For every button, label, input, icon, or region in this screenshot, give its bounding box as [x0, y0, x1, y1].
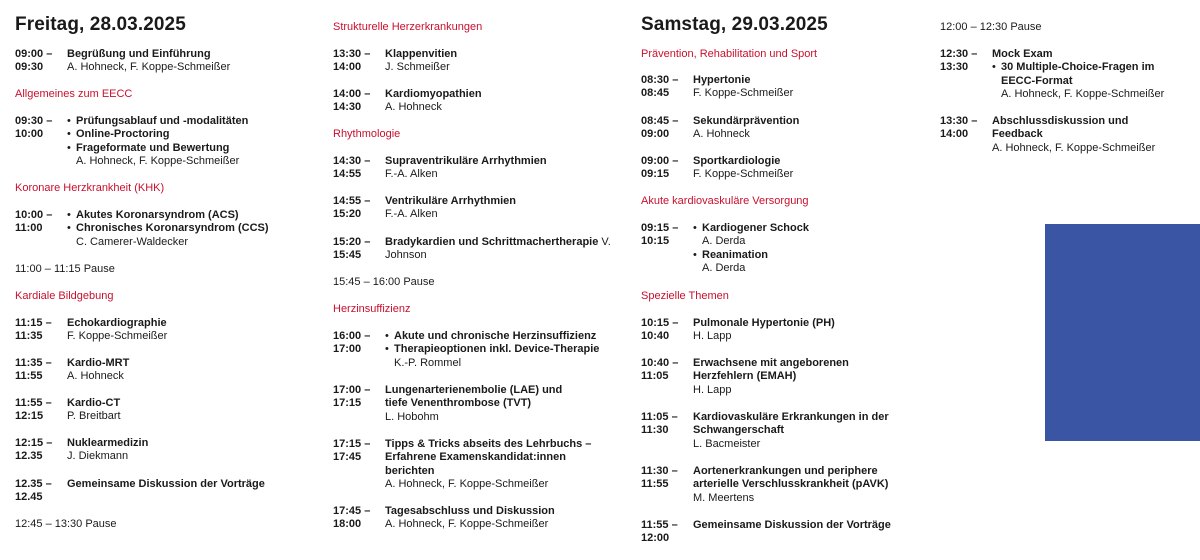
pause-label: 12:45 – 13:30 Pause: [15, 518, 117, 530]
entry-title: Sekundärprävention: [693, 115, 800, 127]
entry-title: Bradykardien und Schrittmachertherapie: [385, 236, 599, 248]
entry-title: Supraventrikuläre Arrhythmien: [385, 155, 547, 167]
entry-time: 09:30 – 10:00: [15, 115, 53, 141]
topic-item: • Frageformate und Bewertung: [67, 142, 317, 155]
entry-title: Schwangerschaft: [693, 424, 785, 437]
entry-body: [693, 222, 913, 276]
entry-title: Begrüßung und Einführung: [67, 48, 211, 60]
entry-body: [693, 411, 928, 451]
entry-speaker: P. Breitbart: [67, 410, 121, 423]
entry-time: 13:30 – 14:00: [940, 115, 978, 141]
entry-title: Gemeinsame Diskussion der Vorträge: [67, 478, 265, 490]
entry-speaker: A. Hohneck, F. Koppe-Schmeißer: [67, 61, 231, 74]
entry-title: Hypertonie: [693, 74, 751, 86]
entry-speaker: A. Hohneck: [385, 101, 442, 114]
entry-time: 17:15 – 17:45: [333, 438, 371, 464]
section-heading: Allgemeines zum EECC: [15, 88, 133, 100]
entry-speaker: A. Hohneck, F. Koppe-Schmeißer: [385, 478, 549, 491]
entry-body: [385, 88, 605, 115]
entry-time: 12:30 – 13:30: [940, 48, 978, 74]
topic-list: [385, 330, 625, 357]
entry-title: Abschlussdiskussion und Feedback: [992, 115, 1129, 141]
entry-speaker: L. Bacmeister: [693, 437, 761, 450]
entry-speaker: A. Hohneck: [693, 128, 750, 141]
entry-speaker: A. Derda: [702, 262, 746, 275]
entry-title: Tagesabschluss und Diskussion: [385, 505, 555, 517]
day-title-friday: Freitag, 28.03.2025: [15, 14, 186, 35]
section-heading: Kardiale Bildgebung: [15, 290, 114, 302]
entry-title: Aortenerkrankungen und periphere: [693, 465, 878, 477]
entry-time: 12.35 – 12.45: [15, 478, 52, 504]
entry-speaker: C. Camerer-Waldecker: [76, 235, 189, 248]
day-title-saturday: Samstag, 29.03.2025: [641, 14, 828, 35]
entry-body: [385, 505, 605, 532]
entry-speaker: H. Lapp: [693, 383, 732, 396]
decorative-blue-block: [1045, 224, 1200, 441]
entry-title: berichten: [385, 464, 435, 477]
entry-speaker: Johnson: [385, 249, 427, 262]
entry-time: 16:00 – 17:00: [333, 330, 371, 356]
topic-item: • Prüfungsablauf und -modalitäten: [67, 115, 317, 128]
entry-title: Kardio-MRT: [67, 357, 130, 369]
entry-time: 14:30 – 14:55: [333, 155, 371, 181]
entry-body: [67, 48, 317, 75]
entry-title: Gemeinsame Diskussion der Vorträge: [693, 519, 891, 531]
topic-item: • Akute und chronische Herzinsuffizienz: [385, 330, 625, 343]
entry-title: tiefe Venenthrombose (TVT): [385, 397, 532, 410]
entry-time: 14:00 – 14:30: [333, 88, 371, 114]
entry-body: [67, 478, 317, 491]
entry-time: 09:15 – 10:15: [641, 222, 679, 248]
entry-body: [693, 519, 913, 532]
section-heading: Prävention, Rehabilitation und Sport: [641, 48, 818, 60]
entry-body: [385, 384, 605, 424]
entry-time: 11:15 – 11:35: [15, 317, 52, 343]
entry-title: Mock Exam: [992, 48, 1053, 60]
topic-list: [67, 209, 317, 236]
entry-body: [385, 438, 625, 492]
entry-speaker: F.-A. Alken: [385, 168, 438, 181]
entry-time: 14:55 – 15:20: [333, 195, 371, 221]
entry-speaker: A. Hohneck, F. Koppe-Schmeißer: [76, 155, 240, 168]
entry-title: Klappenvitien: [385, 48, 458, 60]
topic-item: • Chronisches Koronarsyndrom (CCS): [67, 222, 317, 235]
entry-body: [385, 48, 605, 75]
entry-time: 11:05 – 11:30: [641, 411, 678, 437]
entry-body: [67, 115, 317, 169]
topic-item: • Online-Proctoring: [67, 128, 317, 141]
entry-title: Ventrikuläre Arrhythmien: [385, 195, 517, 207]
entry-body: [67, 357, 317, 384]
entry-time: 15:20 – 15:45: [333, 236, 371, 262]
entry-body: [693, 357, 913, 397]
pause-label: 15:45 – 16:00 Pause: [333, 276, 435, 288]
entry-title: Erfahrene Examenskandidat:innen: [385, 451, 566, 464]
entry-title: Erwachsene mit angeborenen: [693, 357, 849, 369]
entry-title: Nuklearmedizin: [67, 437, 149, 449]
entry-time: 08:45 – 09:00: [641, 115, 679, 141]
entry-speaker: J. Diekmann: [67, 450, 129, 463]
entry-body: [67, 397, 317, 424]
entry-time: 11:55 – 12:15: [15, 397, 52, 423]
entry-body: [693, 115, 913, 142]
entry-speaker: A. Hohneck, F. Koppe-Schmeißer: [992, 141, 1156, 154]
section-heading: Herzinsuffizienz: [333, 303, 411, 315]
entry-body: [693, 74, 913, 101]
entry-time: 17:00 – 17:15: [333, 384, 371, 410]
section-heading: Koronare Herzkrankheit (KHK): [15, 182, 165, 194]
section-heading: Strukturelle Herzerkrankungen: [333, 21, 483, 33]
entry-title: Kardiovaskuläre Erkrankungen in der: [693, 411, 889, 423]
entry-speaker: L. Hobohm: [385, 410, 439, 423]
topic-list: [693, 249, 913, 262]
entry-body: [67, 317, 317, 344]
entry-speaker: A. Hohneck: [67, 370, 124, 383]
entry-body: [67, 437, 317, 464]
topic-item: • Kardiogener Schock: [693, 222, 913, 235]
entry-title: arterielle Verschlusskrankheit (pAVK): [693, 478, 889, 491]
topic-item: • Reanimation: [693, 249, 913, 262]
entry-time: 09:00 – 09:30: [15, 48, 53, 74]
entry-body: [385, 195, 605, 222]
entry-title: Tipps & Tricks abseits des Lehrbuchs –: [385, 438, 592, 450]
entry-time: 08:30 – 08:45: [641, 74, 679, 100]
entry-speaker: F. Koppe-Schmeißer: [67, 330, 168, 343]
entry-body: [693, 465, 928, 505]
entry-speaker: K.-P. Rommel: [394, 356, 462, 369]
entry-speaker: F.-A. Alken: [385, 208, 438, 221]
topic-list: [693, 222, 913, 235]
entry-body: [693, 155, 913, 182]
section-heading: Akute kardiovaskuläre Versorgung: [641, 195, 809, 207]
entry-time: 09:00 – 09:15: [641, 155, 679, 181]
entry-title: Lungenarterienembolie (LAE) und: [385, 384, 563, 396]
entry-speaker-initial: V.: [601, 236, 611, 248]
entry-body: [693, 317, 913, 344]
entry-body: [385, 155, 605, 182]
pause-label: 11:00 – 11:15 Pause: [15, 263, 115, 275]
entry-title: Pulmonale Hypertonie (PH): [693, 317, 835, 329]
entry-time: 10:00 – 11:00: [15, 209, 53, 235]
entry-speaker: J. Schmeißer: [385, 61, 450, 74]
entry-time: 11:55 – 12:00: [641, 519, 678, 545]
entry-title: Kardio-CT: [67, 397, 121, 409]
entry-speaker: A. Hohneck, F. Koppe-Schmeißer: [1001, 88, 1165, 101]
entry-body: [67, 209, 317, 249]
entry-speaker: M. Meertens: [693, 491, 755, 504]
entry-title-line: [385, 236, 625, 249]
entry-speaker: A. Hohneck, F. Koppe-Schmeißer: [385, 518, 549, 531]
entry-time: 10:40 – 11:05: [641, 357, 679, 383]
topic-item: • Akutes Koronarsyndrom (ACS): [67, 209, 317, 222]
topic-list: [992, 61, 1177, 88]
entry-time: 10:15 – 10:40: [641, 317, 679, 343]
entry-time: 17:45 – 18:00: [333, 505, 371, 531]
entry-title: Echokardiographie: [67, 317, 167, 329]
entry-time: 11:35 – 11:55: [15, 357, 52, 383]
entry-body: [992, 48, 1177, 102]
entry-speaker: A. Derda: [702, 235, 746, 248]
section-heading: Rhythmologie: [333, 128, 401, 140]
pause-label: 12:00 – 12:30 Pause: [940, 21, 1042, 33]
entry-title: Herzfehlern (EMAH): [693, 370, 797, 383]
entry-title: Sportkardiologie: [693, 155, 781, 167]
section-heading: Spezielle Themen: [641, 290, 729, 302]
entry-speaker: F. Koppe-Schmeißer: [693, 87, 794, 100]
entry-title: Kardiomyopathien: [385, 88, 482, 100]
entry-time: 12:15 – 12.35: [15, 437, 53, 463]
topic-item: • 30 Multiple-Choice-Fragen im EECC-Format: [992, 61, 1177, 88]
entry-time: 13:30 – 14:00: [333, 48, 371, 74]
topic-item: • Therapieoptionen inkl. Device-Therapie: [385, 343, 625, 356]
entry-speaker: H. Lapp: [693, 330, 732, 343]
entry-speaker: F. Koppe-Schmeißer: [693, 168, 794, 181]
entry-body: [385, 330, 625, 370]
entry-body: [992, 115, 1177, 155]
topic-list: [67, 115, 317, 155]
entry-body: [385, 236, 625, 263]
entry-time: 11:30 – 11:55: [641, 465, 678, 491]
